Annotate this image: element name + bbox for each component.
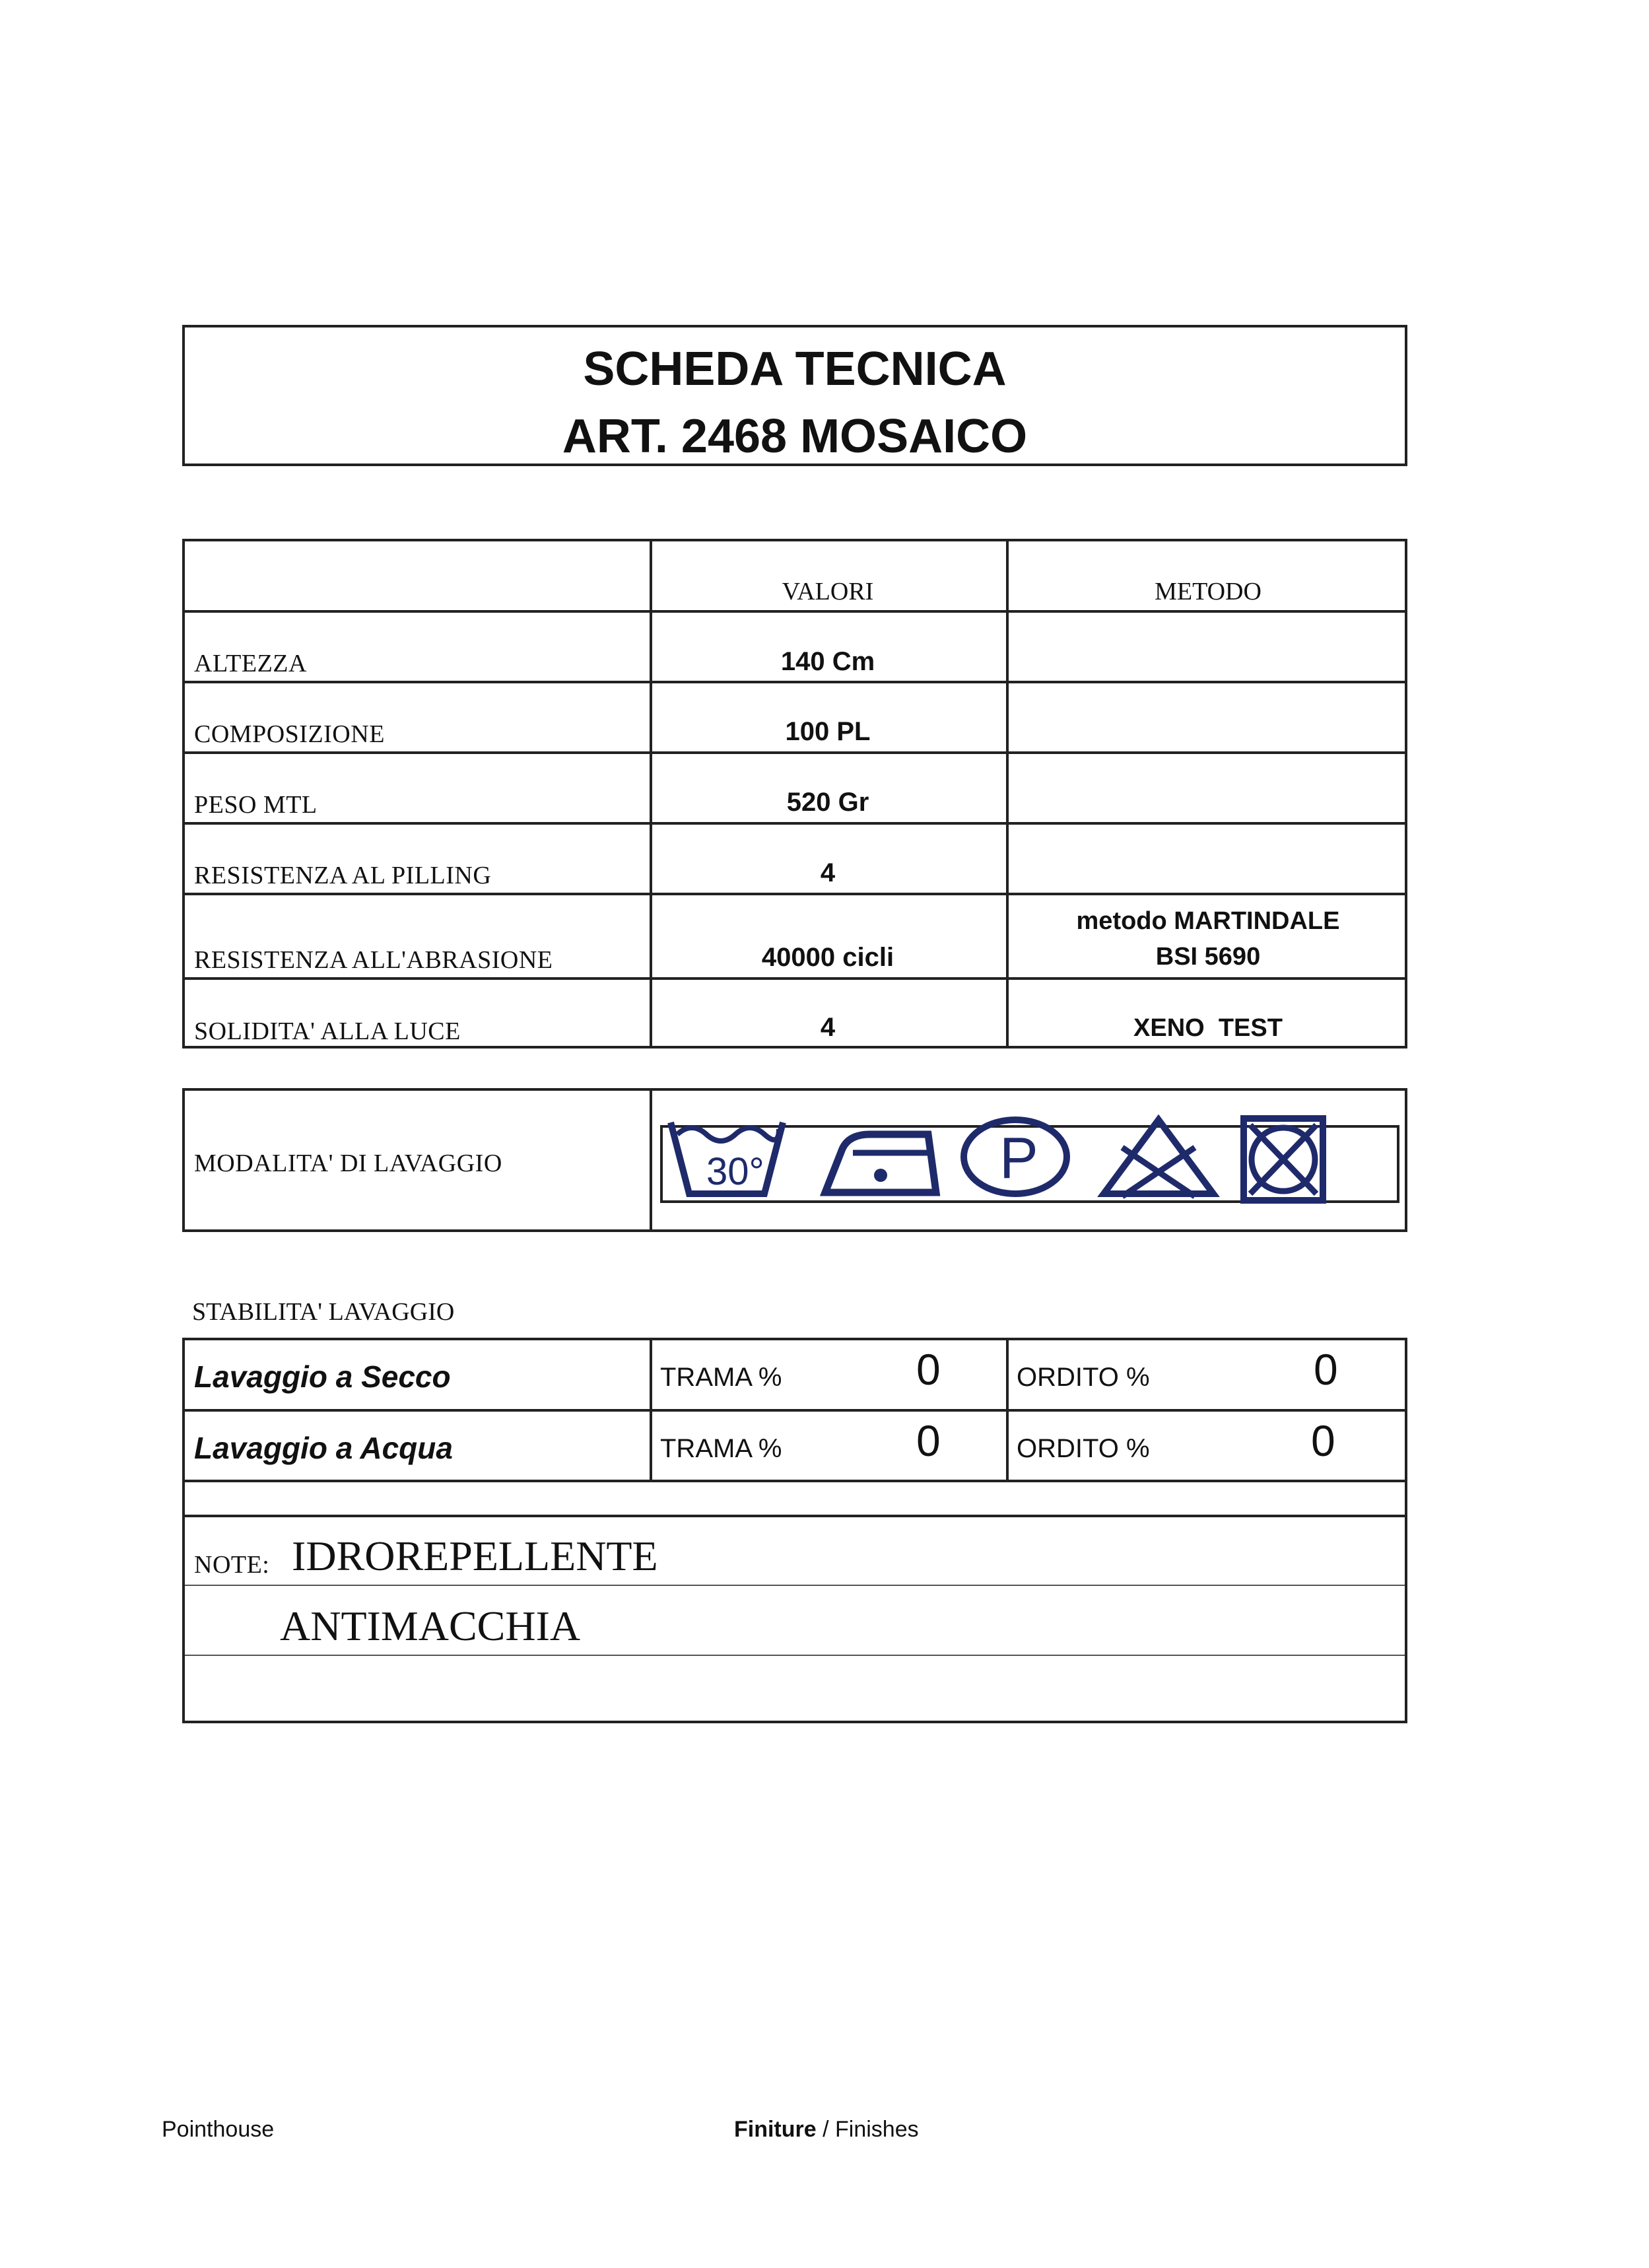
row-divider [185,977,1405,980]
article-title: ART. 2468 MOSAICO [562,410,1028,463]
footer-brand: Pointhouse [162,2117,275,2142]
row-label-abrasione: RESISTENZA ALL'ABRASIONE [194,946,553,974]
row-label-pilling: RESISTENZA AL PILLING [194,862,492,889]
dry-wash-name: Lavaggio a Secco [194,1359,451,1394]
row-value-peso: 520 Gr [786,788,869,817]
row-value-composizione: 100 PL [785,717,871,746]
row-label-altezza: ALTEZZA [194,650,307,677]
header-values: VALORI [782,578,874,605]
footer-separator: / [816,2117,836,2142]
row-divider [185,1480,1405,1482]
row-label-composizione: COMPOSIZIONE [194,720,385,748]
water-ordito-value: 0 [1311,1416,1335,1465]
no-tumble-dry-icon [1238,1115,1331,1207]
water-wash-name: Lavaggio a Acqua [194,1431,453,1465]
iron-low-icon [817,1115,943,1200]
document-title: SCHEDA TECNICA [583,343,1007,395]
note-line-1: IDROREPELLENTE [292,1532,658,1579]
dry-ordito-value: 0 [1314,1345,1338,1394]
dry-trama-value: 0 [916,1345,941,1394]
water-ordito-label: ORDITO % [1017,1434,1150,1463]
stability-label: STABILITA' LAVAGGIO [192,1298,455,1326]
dry-ordito-label: ORDITO % [1017,1363,1150,1392]
dry-clean-p-icon [959,1115,1077,1200]
row-divider [185,681,1405,683]
row-method-abrasione-line2: BSI 5690 [1155,943,1261,971]
header-method: METODO [1155,578,1262,605]
row-method-abrasione-line1: metodo MARTINDALE [1076,907,1340,935]
footer-section-bold: Finiture [734,2117,817,2142]
dry-trama-label: TRAMA % [660,1363,782,1392]
row-divider [185,610,1405,613]
row-value-altezza: 140 Cm [780,647,875,676]
washing-box [182,1088,1407,1232]
row-divider [185,1515,1405,1517]
row-divider [185,893,1405,895]
row-divider [185,751,1405,754]
stability-table [182,1338,1407,1723]
water-trama-value: 0 [916,1416,941,1465]
row-value-luce: 4 [820,1013,836,1042]
row-value-pilling: 4 [820,858,836,887]
row-label-luce: SOLIDITA' ALLA LUCE [194,1017,461,1045]
spec-table [182,539,1407,1048]
dry-clean-letter: P [999,1125,1038,1190]
row-divider [185,822,1405,825]
note-line-2: ANTIMACCHIA [280,1602,581,1649]
wash-30-icon [665,1115,791,1200]
title-box [182,325,1407,466]
footer-section-rest: Finishes [835,2117,919,2142]
no-bleach-icon [1096,1115,1221,1200]
row-label-peso: PESO MTL [194,791,318,819]
row-divider [185,1585,1405,1586]
row-divider [185,1655,1405,1656]
column-divider [650,1091,652,1229]
footer-section [734,2117,919,2143]
row-divider [185,1409,1405,1412]
row-method-luce: XENO TEST [1133,1014,1283,1042]
note-label: NOTE: [194,1551,270,1579]
water-trama-label: TRAMA % [660,1434,782,1463]
washing-label: MODALITA' DI LAVAGGIO [194,1150,502,1177]
row-value-abrasione: 40000 cicli [761,943,894,972]
wash-temperature: 30° [706,1150,764,1193]
